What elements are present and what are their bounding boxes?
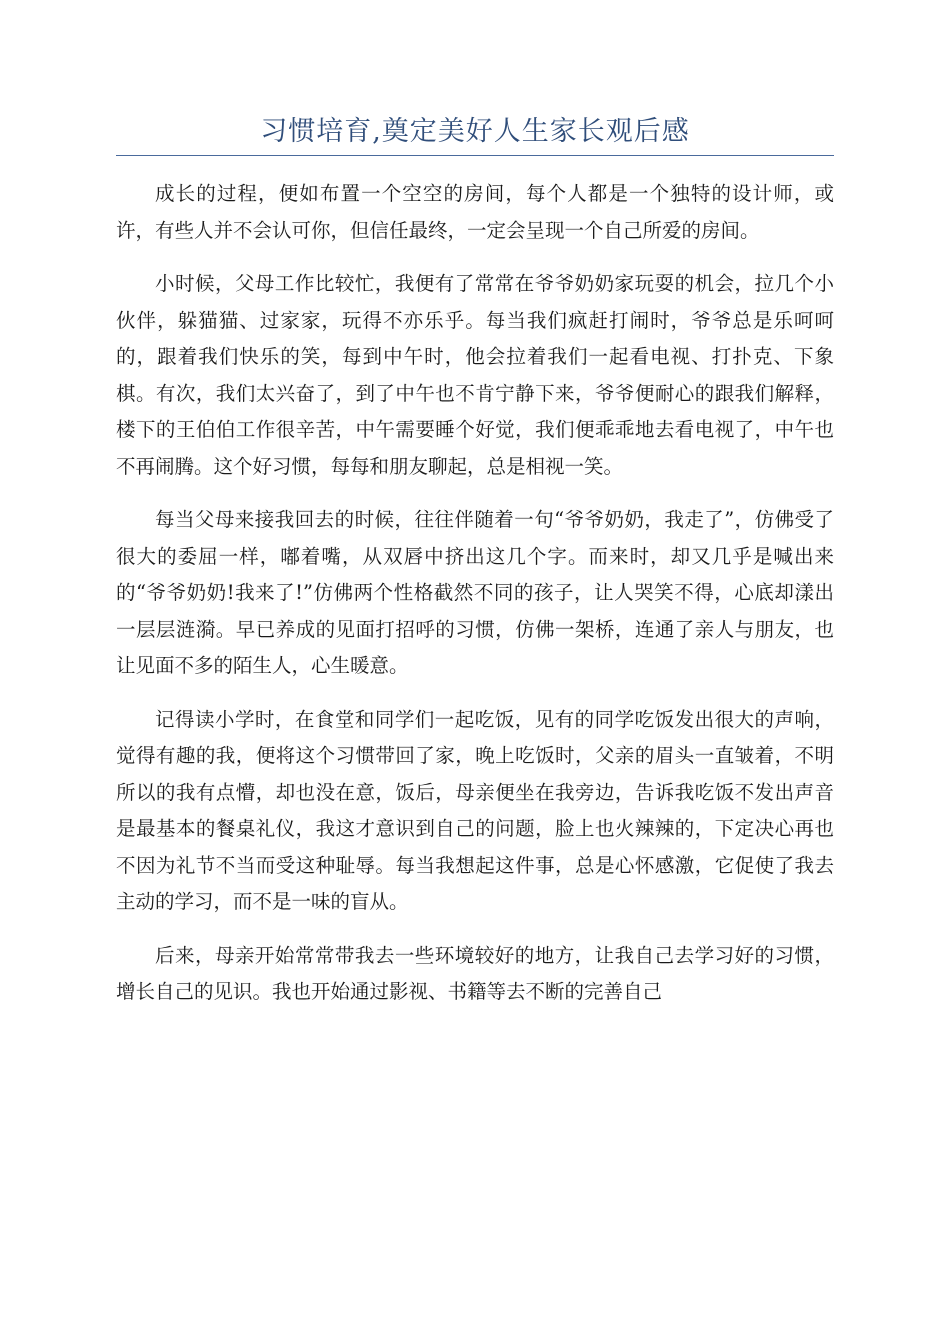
paragraph-4: 记得读小学时，在食堂和同学们一起吃饭，见有的同学吃饭发出很大的声响，觉得有趣的我，便将这个习惯带回了家，晚上吃饭时，父亲的眉头一直皱着，不明所以的我有点懵，却也没在意，饭后，母亲便坐在我旁边，告诉我吃饭不发出声音是最基本的餐桌礼仪，我这才意识到自己的问题，脸上也火辣辣的，下定决心再也不因为礼节不当而受这种耻辱。每当我想起这件事，总是心怀感激，它促使了我去主动的学习，而不是一味的盲从。 bbox=[116, 707, 834, 913]
document-title: 习惯培育,奠定美好人生家长观后感 bbox=[260, 116, 690, 147]
paragraph-2: 小时候，父母工作比较忙，我便有了常常在爷爷奶奶家玩耍的机会，拉几个小伙伴，躲猫猫、过家家，玩得不亦乐乎。每当我们疯赶打闹时，爷爷总是乐呵呵的，跟着我们快乐的笑，每到中午时，他会拉着我们一起看电视、打扑克、下象棋。有次，我们太兴奋了，到了中午也不肯宁静下来，爷爷便耐心的跟我们解释，楼下的王伯伯工作很辛苦，中午需要睡个好觉，我们便乖乖地去看电视了，中午也不再闹腾。这个好习惯，每每和朋友聊起，总是相视一笑。 bbox=[116, 272, 834, 478]
title-underline-divider bbox=[116, 155, 834, 156]
document-body bbox=[116, 176, 834, 1028]
paragraph-5: 后来，母亲开始常常带我去一些环境较好的地方，让我自己去学习好的习惯，增长自己的见识。我也开始通过影视、书籍等去不断的完善自己 bbox=[116, 943, 834, 1003]
paragraph-3: 每当父母来接我回去的时候，往往伴随着一句“爷爷奶奶，我走了”，仿佛受了很大的委屈一样，嘟着嘴，从双唇中挤出这几个字。而来时，却又几乎是喊出来的“爷爷奶奶!我来了!”仿佛两个性格截然不同的孩子，让人哭笑不得，心底却漾出一层层涟漪。早已养成的见面打招呼的习惯，仿佛一架桥，连通了亲人与朋友，也让见面不多的陌生人，心生暖意。 bbox=[116, 508, 834, 677]
paragraph-1: 成长的过程，便如布置一个空空的房间，每个人都是一个独特的设计师，或许，有些人并不会认可你，但信任最终，一定会呈现一个自己所爱的房间。 bbox=[116, 182, 834, 242]
